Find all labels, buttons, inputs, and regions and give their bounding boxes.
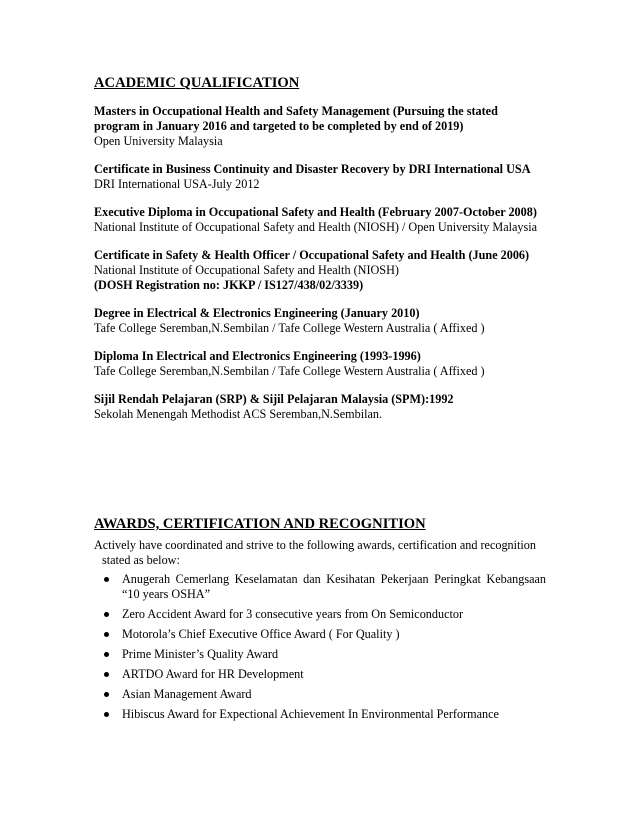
academic-section [94, 74, 546, 435]
award-item [94, 707, 546, 722]
qualification-institution: DRI International USA-July 2012 [94, 177, 260, 191]
qualification-institution: Tafe College Seremban,N.Sembilan / Tafe College Western Australia ( Affixed ) [94, 364, 485, 378]
qualification-title: Certificate in Business Continuity and Disaster Recovery by DRI International USA [94, 162, 531, 176]
award-item [94, 572, 546, 602]
awards-heading: AWARDS, CERTIFICATION AND RECOGNITION [94, 516, 426, 532]
awards-intro-line: Actively have coordinated and strive to the following awards, certification and recognition [94, 538, 536, 552]
qualification-item [94, 104, 546, 149]
award-text: Motorola’s Chief Executive Office Award ( For Quality ) [122, 627, 400, 641]
awards-list [94, 572, 546, 722]
registration-number: (DOSH Registration no: JKKP / IS127/438/02/3339) [94, 278, 364, 292]
qualification-item [94, 248, 546, 293]
award-item [94, 607, 546, 622]
bullet-icon [104, 672, 109, 677]
awards-section [94, 515, 546, 727]
qualification-title: Diploma In Electrical and Electronics Engineering (1993-1996) [94, 349, 421, 363]
bullet-icon [104, 577, 109, 582]
qualification-item [94, 392, 546, 422]
bullet-icon [104, 632, 109, 637]
qualification-title: Sijil Rendah Pelajaran (SRP) & Sijil Pelajaran Malaysia (SPM):1992 [94, 392, 454, 406]
bullet-icon [104, 692, 109, 697]
qualification-title: Executive Diploma in Occupational Safety and Health (February 2007-October 2008) [94, 205, 537, 219]
award-text: Hibiscus Award for Expectional Achievement In Environmental Performance [122, 707, 499, 721]
qualification-title: Degree in Electrical & Electronics Engineering (January 2010) [94, 306, 420, 320]
award-text: Zero Accident Award for 3 consecutive years from On Semiconductor [122, 607, 464, 621]
awards-intro [94, 538, 546, 568]
bullet-icon [104, 712, 109, 717]
bullet-icon [104, 652, 109, 657]
award-text: ARTDO Award for HR Development [122, 667, 304, 681]
award-item [94, 647, 546, 662]
award-text: Prime Minister’s Quality Award [122, 647, 279, 661]
qualification-institution: National Institute of Occupational Safety and Health (NIOSH) [94, 263, 399, 277]
qualification-title: Masters in Occupational Health and Safety Management (Pursuing the stated program in January 2016 and targeted to be completed by end of 2019) [94, 104, 498, 133]
qualification-title: Certificate in Safety & Health Officer / Occupational Safety and Health (June 2006) [94, 248, 530, 262]
qualification-list [94, 104, 546, 422]
award-item [94, 667, 546, 682]
qualification-item [94, 162, 546, 192]
academic-heading: ACADEMIC QUALIFICATION [94, 75, 300, 91]
award-text: Anugerah Cemerlang Keselamatan dan Kesihatan Pekerjaan Peringkat Kebangsaan “10 years OSHA” [122, 572, 546, 601]
qualification-item [94, 349, 546, 379]
qualification-institution: Open University Malaysia [94, 134, 223, 148]
qualification-institution: Tafe College Seremban,N.Sembilan / Tafe College Western Australia ( Affixed ) [94, 321, 485, 335]
award-item [94, 627, 546, 642]
qualification-institution: National Institute of Occupational Safety and Health (NIOSH) / Open University Malaysia [94, 220, 538, 234]
qualification-institution: Sekolah Menengah Methodist ACS Seremban,N.Sembilan. [94, 407, 383, 421]
bullet-icon [104, 612, 109, 617]
award-text: Asian Management Award [122, 687, 252, 701]
qualification-item [94, 306, 546, 336]
qualification-item [94, 205, 546, 235]
award-item [94, 687, 546, 702]
awards-intro-line: stated as below: [102, 553, 180, 567]
